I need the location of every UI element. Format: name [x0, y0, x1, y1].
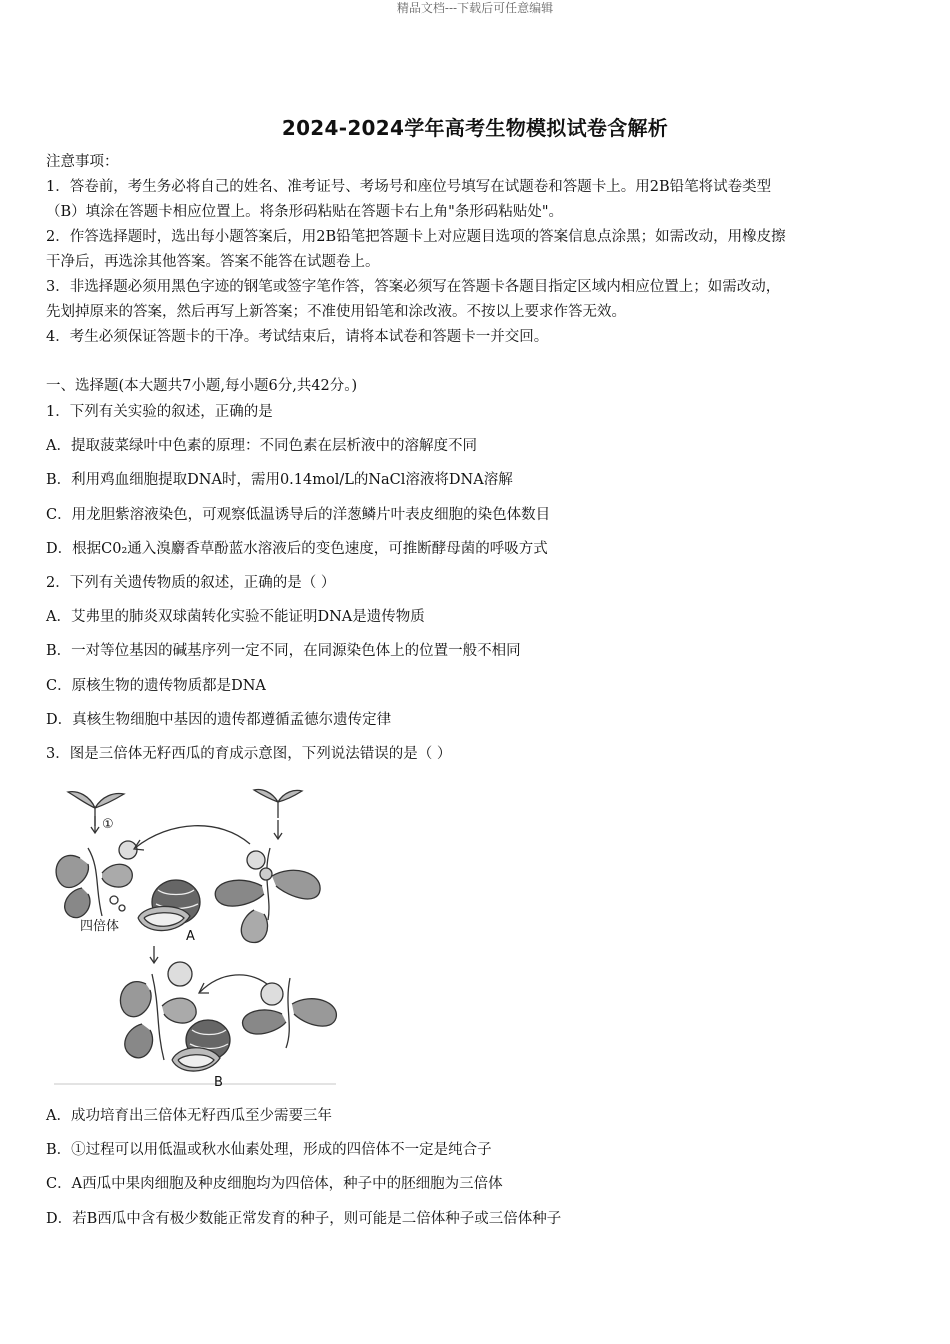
- notes-line: 2．作答选择题时，选出每小题答案后，用2B铅笔把答题卡上对应题目选项的答案信息点涂黑；如需改动，用橡皮擦: [46, 229, 786, 245]
- option-a: A．提取菠菜绿叶中色素的原理：不同色素在层析液中的溶解度不同: [46, 438, 477, 455]
- watermelon-breeding-figure: [40, 778, 340, 1090]
- page-title: 2024-2024学年高考生物模拟试卷含解析: [281, 116, 669, 140]
- question-2: [46, 571, 908, 742]
- notes-line: （B）填涂在答题卡相应位置上。将条形码粘贴在答题卡右上角"条形码粘贴处"。: [46, 204, 563, 220]
- melon-a-label: A: [186, 929, 195, 944]
- option-d: D．真核生物细胞中基因的遗传都遵循孟德尔遗传定律: [46, 711, 392, 728]
- question-stem: 3．图是三倍体无籽西瓜的育成示意图，下列说法错误的是（ ）: [46, 745, 452, 762]
- question-stem: 2．下列有关遗传物质的叙述，正确的是（ ）: [46, 574, 336, 591]
- question-stem: 1．下列有关实验的叙述，正确的是: [46, 404, 273, 420]
- option-b: B．①过程可以用低温或秋水仙素处理，形成的四倍体不一定是纯合子: [46, 1142, 492, 1159]
- question-3-options: [46, 1104, 908, 1241]
- notes-block: [46, 150, 908, 350]
- notes-line: 干净后，再选涂其他答案。答案不能答在试题卷上。: [46, 254, 380, 270]
- notes-line: 4．考生必须保证答题卡的干净。考试结束后，请将本试卷和答题卡一并交回。: [46, 329, 549, 345]
- option-b: B．一对等位基因的碱基序列一定不同，在同源染色体上的位置一般不相同: [46, 643, 521, 660]
- melon-b-label: B: [214, 1075, 223, 1090]
- question-3: [46, 742, 908, 776]
- option-a: A．成功培育出三倍体无籽西瓜至少需要三年: [46, 1108, 332, 1124]
- step-one-label: ①: [102, 817, 114, 832]
- option-c: C．用龙胆紫溶液染色，可观察低温诱导后的洋葱鳞片叶表皮细胞的染色体数目: [46, 506, 551, 523]
- breeding-diagram-illustration: [40, 778, 340, 1090]
- tetraploid-label: 四倍体: [80, 919, 120, 934]
- header-note: 精品文档---下载后可任意编辑: [396, 1, 554, 15]
- notes-line: 1．答卷前，考生务必将自己的姓名、准考证号、考场号和座位号填写在试题卷和答题卡上。用2B铅笔将试卷类型: [46, 179, 772, 195]
- option-d: D．根据C0₂通入溴麝香草酚蓝水溶液后的变色速度，可推断酵母菌的呼吸方式: [46, 540, 548, 557]
- section-heading: 一、选择题(本大题共7小题,每小题6分,共42分。): [46, 378, 358, 394]
- question-1: [46, 400, 908, 571]
- option-d: D．若B西瓜中含有极少数能正常发育的种子，则可能是二倍体种子或三倍体种子: [46, 1210, 562, 1227]
- option-c: C．原核生物的遗传物质都是DNA: [46, 677, 266, 694]
- option-b: B．利用鸡血细胞提取DNA时，需用0.14mol/L的NaCl溶液将DNA溶解: [46, 472, 513, 489]
- option-a: A．艾弗里的肺炎双球菌转化实验不能证明DNA是遗传物质: [46, 609, 425, 626]
- notes-line: 3．非选择题必须用黑色字迹的钢笔或签字笔作答，答案必须写在答题卡各题目指定区域内相应位置上；如需改动，: [46, 279, 781, 295]
- notes-line: 先划掉原来的答案，然后再写上新答案；不准使用铅笔和涂改液。不按以上要求作答无效。: [46, 304, 626, 320]
- questions-block: [46, 374, 908, 776]
- notes-heading: 注意事项：: [46, 154, 119, 170]
- option-c: C．A西瓜中果肉细胞及种皮细胞均为四倍体，种子中的胚细胞为三倍体: [46, 1176, 503, 1193]
